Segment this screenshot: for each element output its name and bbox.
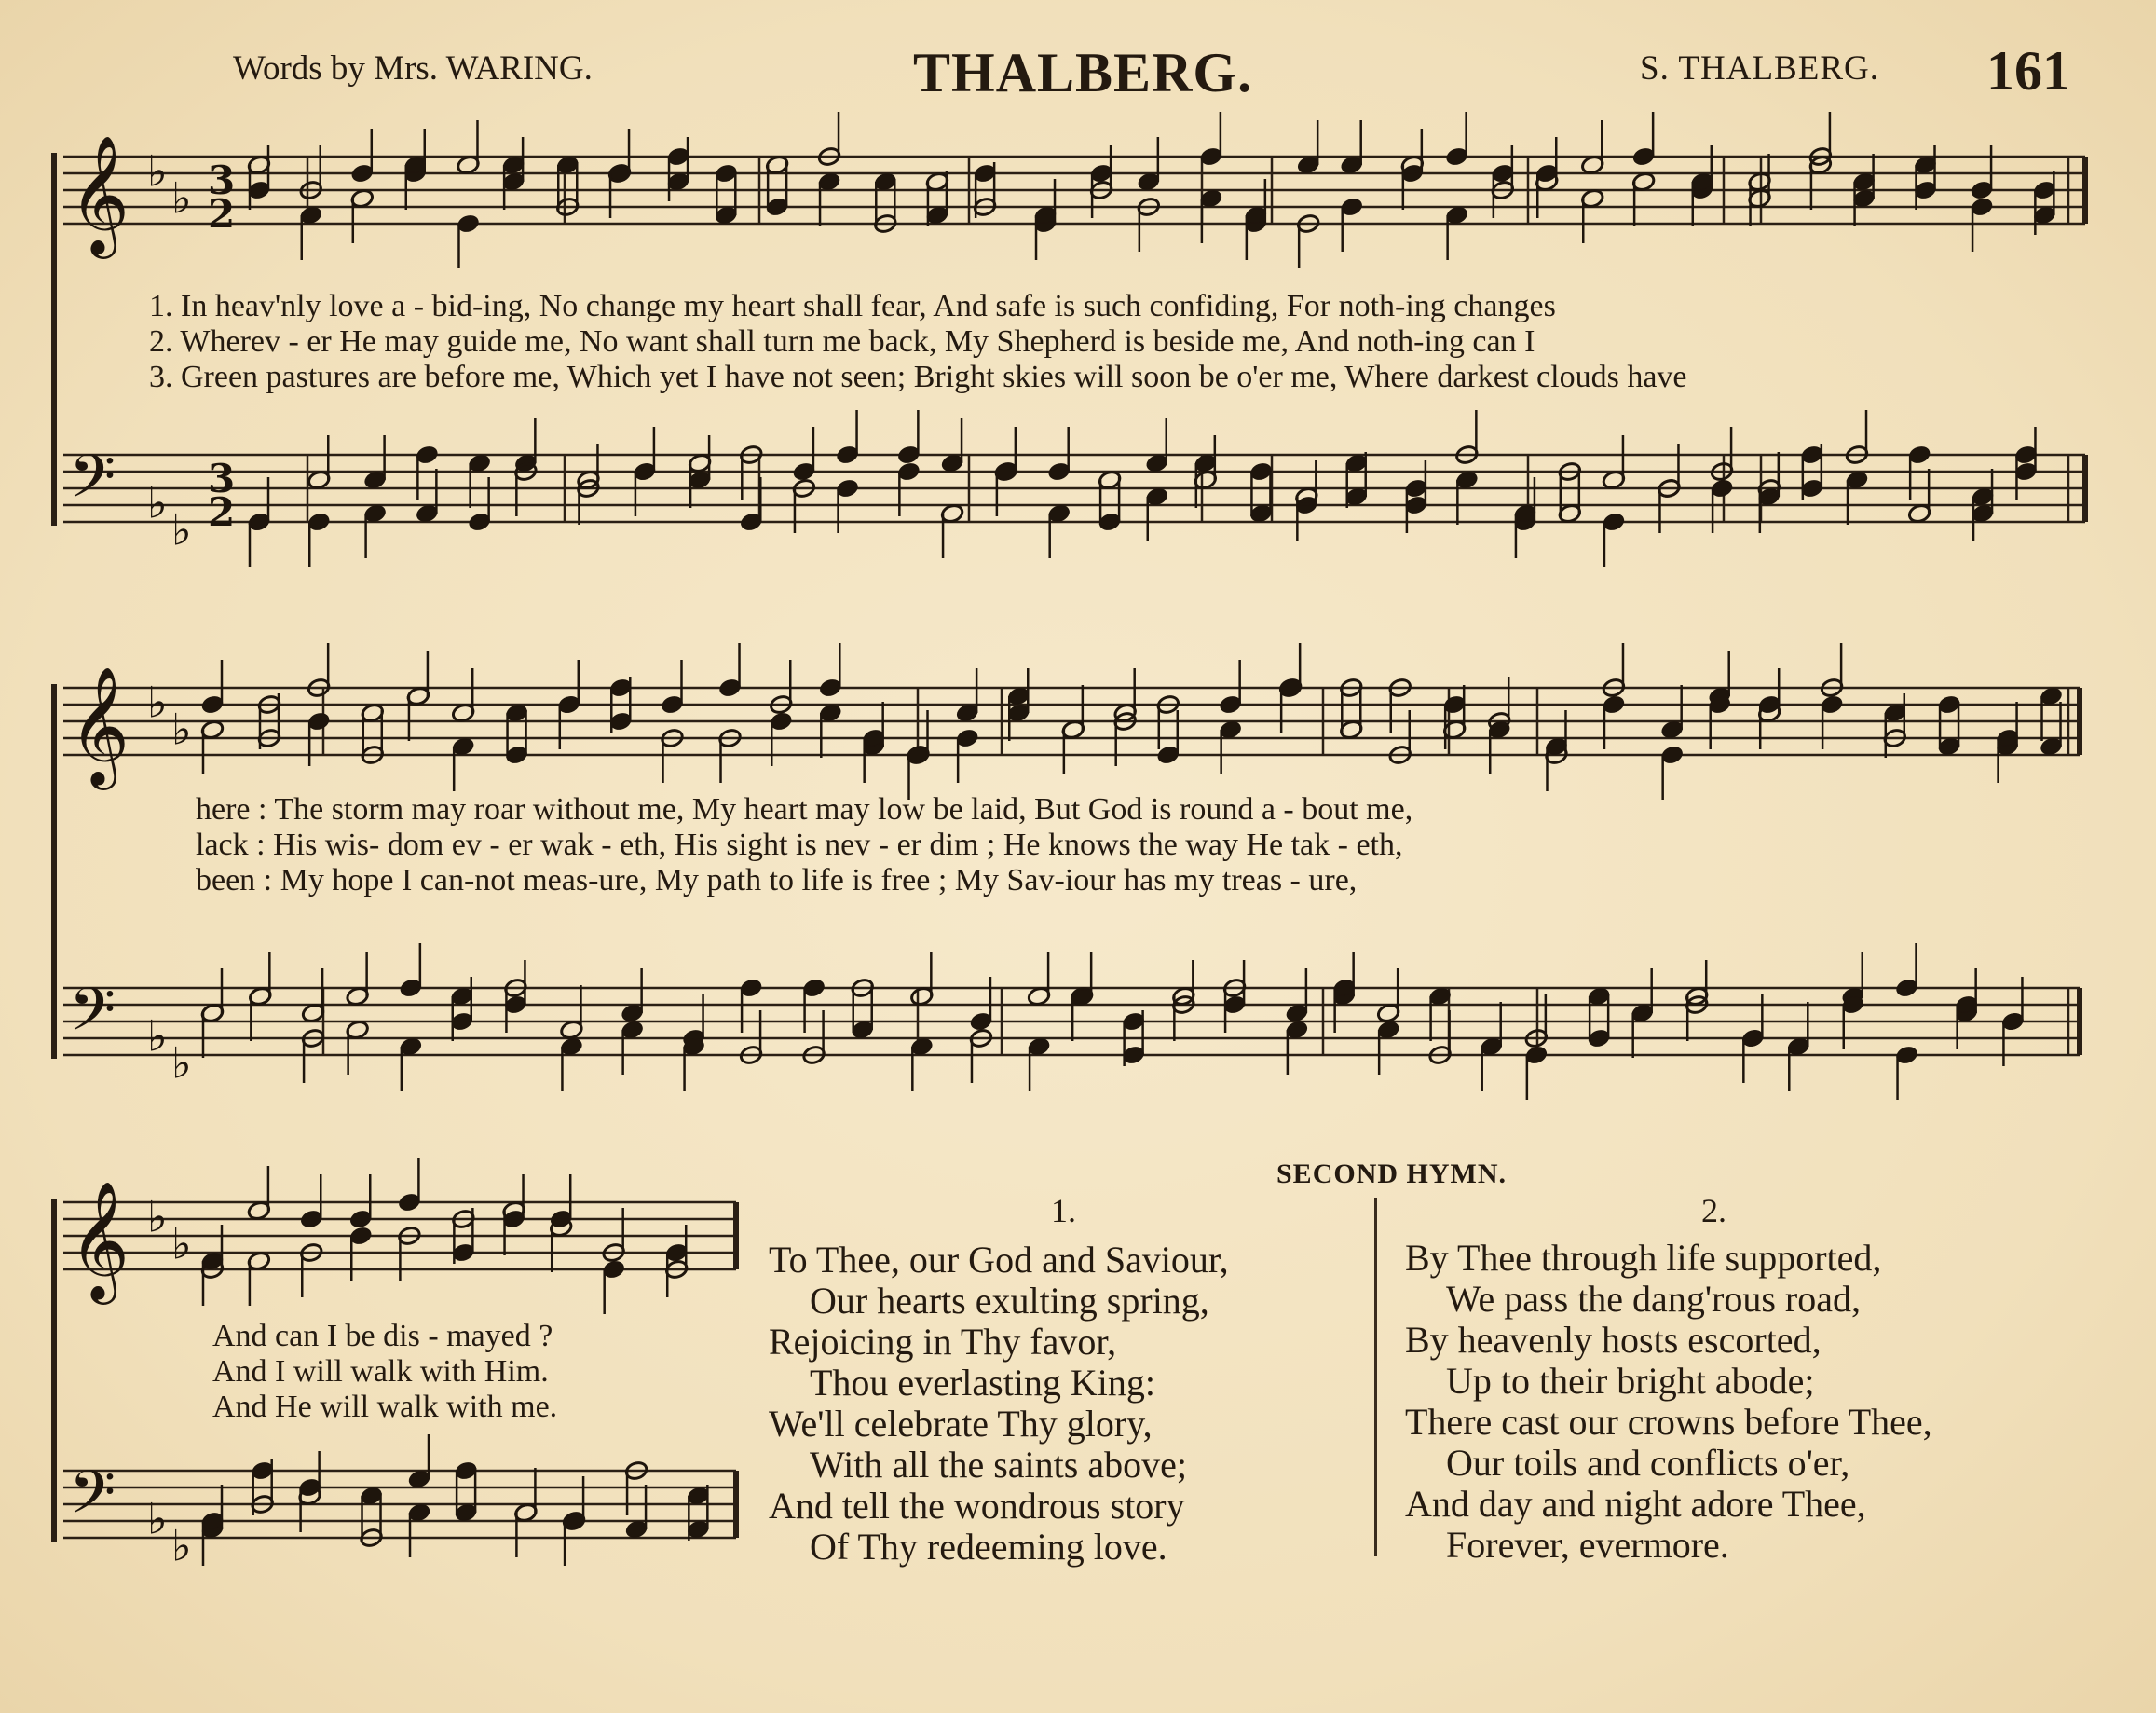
stanza2	[1405, 1238, 1932, 1566]
flat-sign: ♭	[171, 1520, 192, 1571]
stanza2-line: And day and night adore Thee,	[1405, 1483, 1866, 1525]
treble-clef: 𝄞	[69, 665, 130, 785]
stanza1-line: Our hearts exulting spring,	[810, 1280, 1209, 1322]
system3-verse2: And I will walk with Him.	[212, 1354, 549, 1389]
stanza1-line: With all the saints above;	[810, 1444, 1187, 1486]
page-number: 161	[1986, 40, 2070, 102]
system2-verse3: been : My hope I can-not meas-ure, My path to life is free ; My Sav-iour has my treas - ure,	[196, 863, 1358, 898]
stanza1-line: Rejoicing in Thy favor,	[769, 1321, 1117, 1363]
time-signature-numerator: 3	[208, 158, 236, 203]
system1-verse1: 1. In heav'nly love a - bid-ing, No change my heart shall fear, And safe is such confiding, For noth-ing changes	[149, 289, 1556, 323]
stanza2-line: Forever, evermore.	[1446, 1524, 1729, 1566]
composer-credit: S. THALBERG.	[1640, 49, 1879, 88]
treble-clef: 𝄞	[69, 134, 130, 254]
system2-verse1: here : The storm may roar without me, My heart may low be laid, But God is round a - bout me,	[196, 792, 1413, 827]
bass-clef: 𝄢	[69, 1459, 116, 1542]
stanza1-line: And tell the wondrous story	[769, 1485, 1185, 1527]
treble-clef: 𝄞	[69, 1180, 130, 1299]
flat-sign: ♭	[171, 504, 192, 555]
second-hymn-title: SECOND HYMN.	[1276, 1158, 1508, 1189]
time-signature-denominator: 2	[208, 191, 236, 237]
bass-clef: 𝄢	[69, 443, 116, 527]
system1-verse3: 3. Green pastures are before me, Which yet I have not seen; Bright skies will soon be o'er me, Where darkest clouds have	[149, 360, 1687, 394]
flat-sign: ♭	[147, 677, 168, 728]
hymn-title: THALBERG.	[913, 42, 1253, 103]
stanza2-line: Up to their bright abode;	[1446, 1360, 1815, 1402]
time-signature-denominator: 2	[208, 489, 236, 535]
flat-sign: ♭	[147, 1010, 168, 1062]
stanza1-line: Thou everlasting King:	[810, 1362, 1156, 1404]
stanza1-number: 1.	[1051, 1192, 1076, 1229]
time-signature-numerator: 3	[208, 456, 236, 501]
flat-sign: ♭	[171, 172, 192, 224]
system3-verse1: And can I be dis - mayed ?	[212, 1319, 553, 1353]
system3-verse3: And He will walk with me.	[212, 1390, 558, 1424]
stanza1	[769, 1240, 1229, 1568]
stanza1-line: We'll celebrate Thy glory,	[769, 1403, 1153, 1445]
words-credit: Words by Mrs. WARING.	[233, 49, 593, 88]
flat-sign: ♭	[171, 1037, 192, 1089]
stanza2-line: By heavenly hosts escorted,	[1405, 1319, 1822, 1361]
flat-sign: ♭	[147, 477, 168, 528]
flat-sign: ♭	[147, 145, 168, 197]
stanza2-line: There cast our crowns before Thee,	[1405, 1401, 1932, 1443]
stanza2-line: Our toils and conflicts o'er,	[1446, 1442, 1850, 1484]
stanza2-line: We pass the dang'rous road,	[1446, 1278, 1861, 1320]
flat-sign: ♭	[171, 704, 192, 755]
flat-sign: ♭	[147, 1493, 168, 1544]
system2-verse2: lack : His wis- dom ev - er wak - eth, His sight is nev - er dim ; He knows the way He tak - eth,	[196, 828, 1403, 862]
stanza1-line: Of Thy redeeming love.	[810, 1526, 1167, 1568]
stanza2-line: By Thee through life supported,	[1405, 1237, 1882, 1279]
flat-sign: ♭	[147, 1191, 168, 1242]
bass-clef: 𝄢	[69, 976, 116, 1060]
column-divider	[1374, 1198, 1377, 1556]
stanza1-line: To Thee, our God and Saviour,	[769, 1239, 1229, 1281]
flat-sign: ♭	[171, 1218, 192, 1269]
system1-verse2: 2. Wherev - er He may guide me, No want shall turn me back, My Shepherd is beside me, And noth-ing can I	[149, 324, 1535, 359]
stanza2-number: 2.	[1701, 1192, 1726, 1229]
